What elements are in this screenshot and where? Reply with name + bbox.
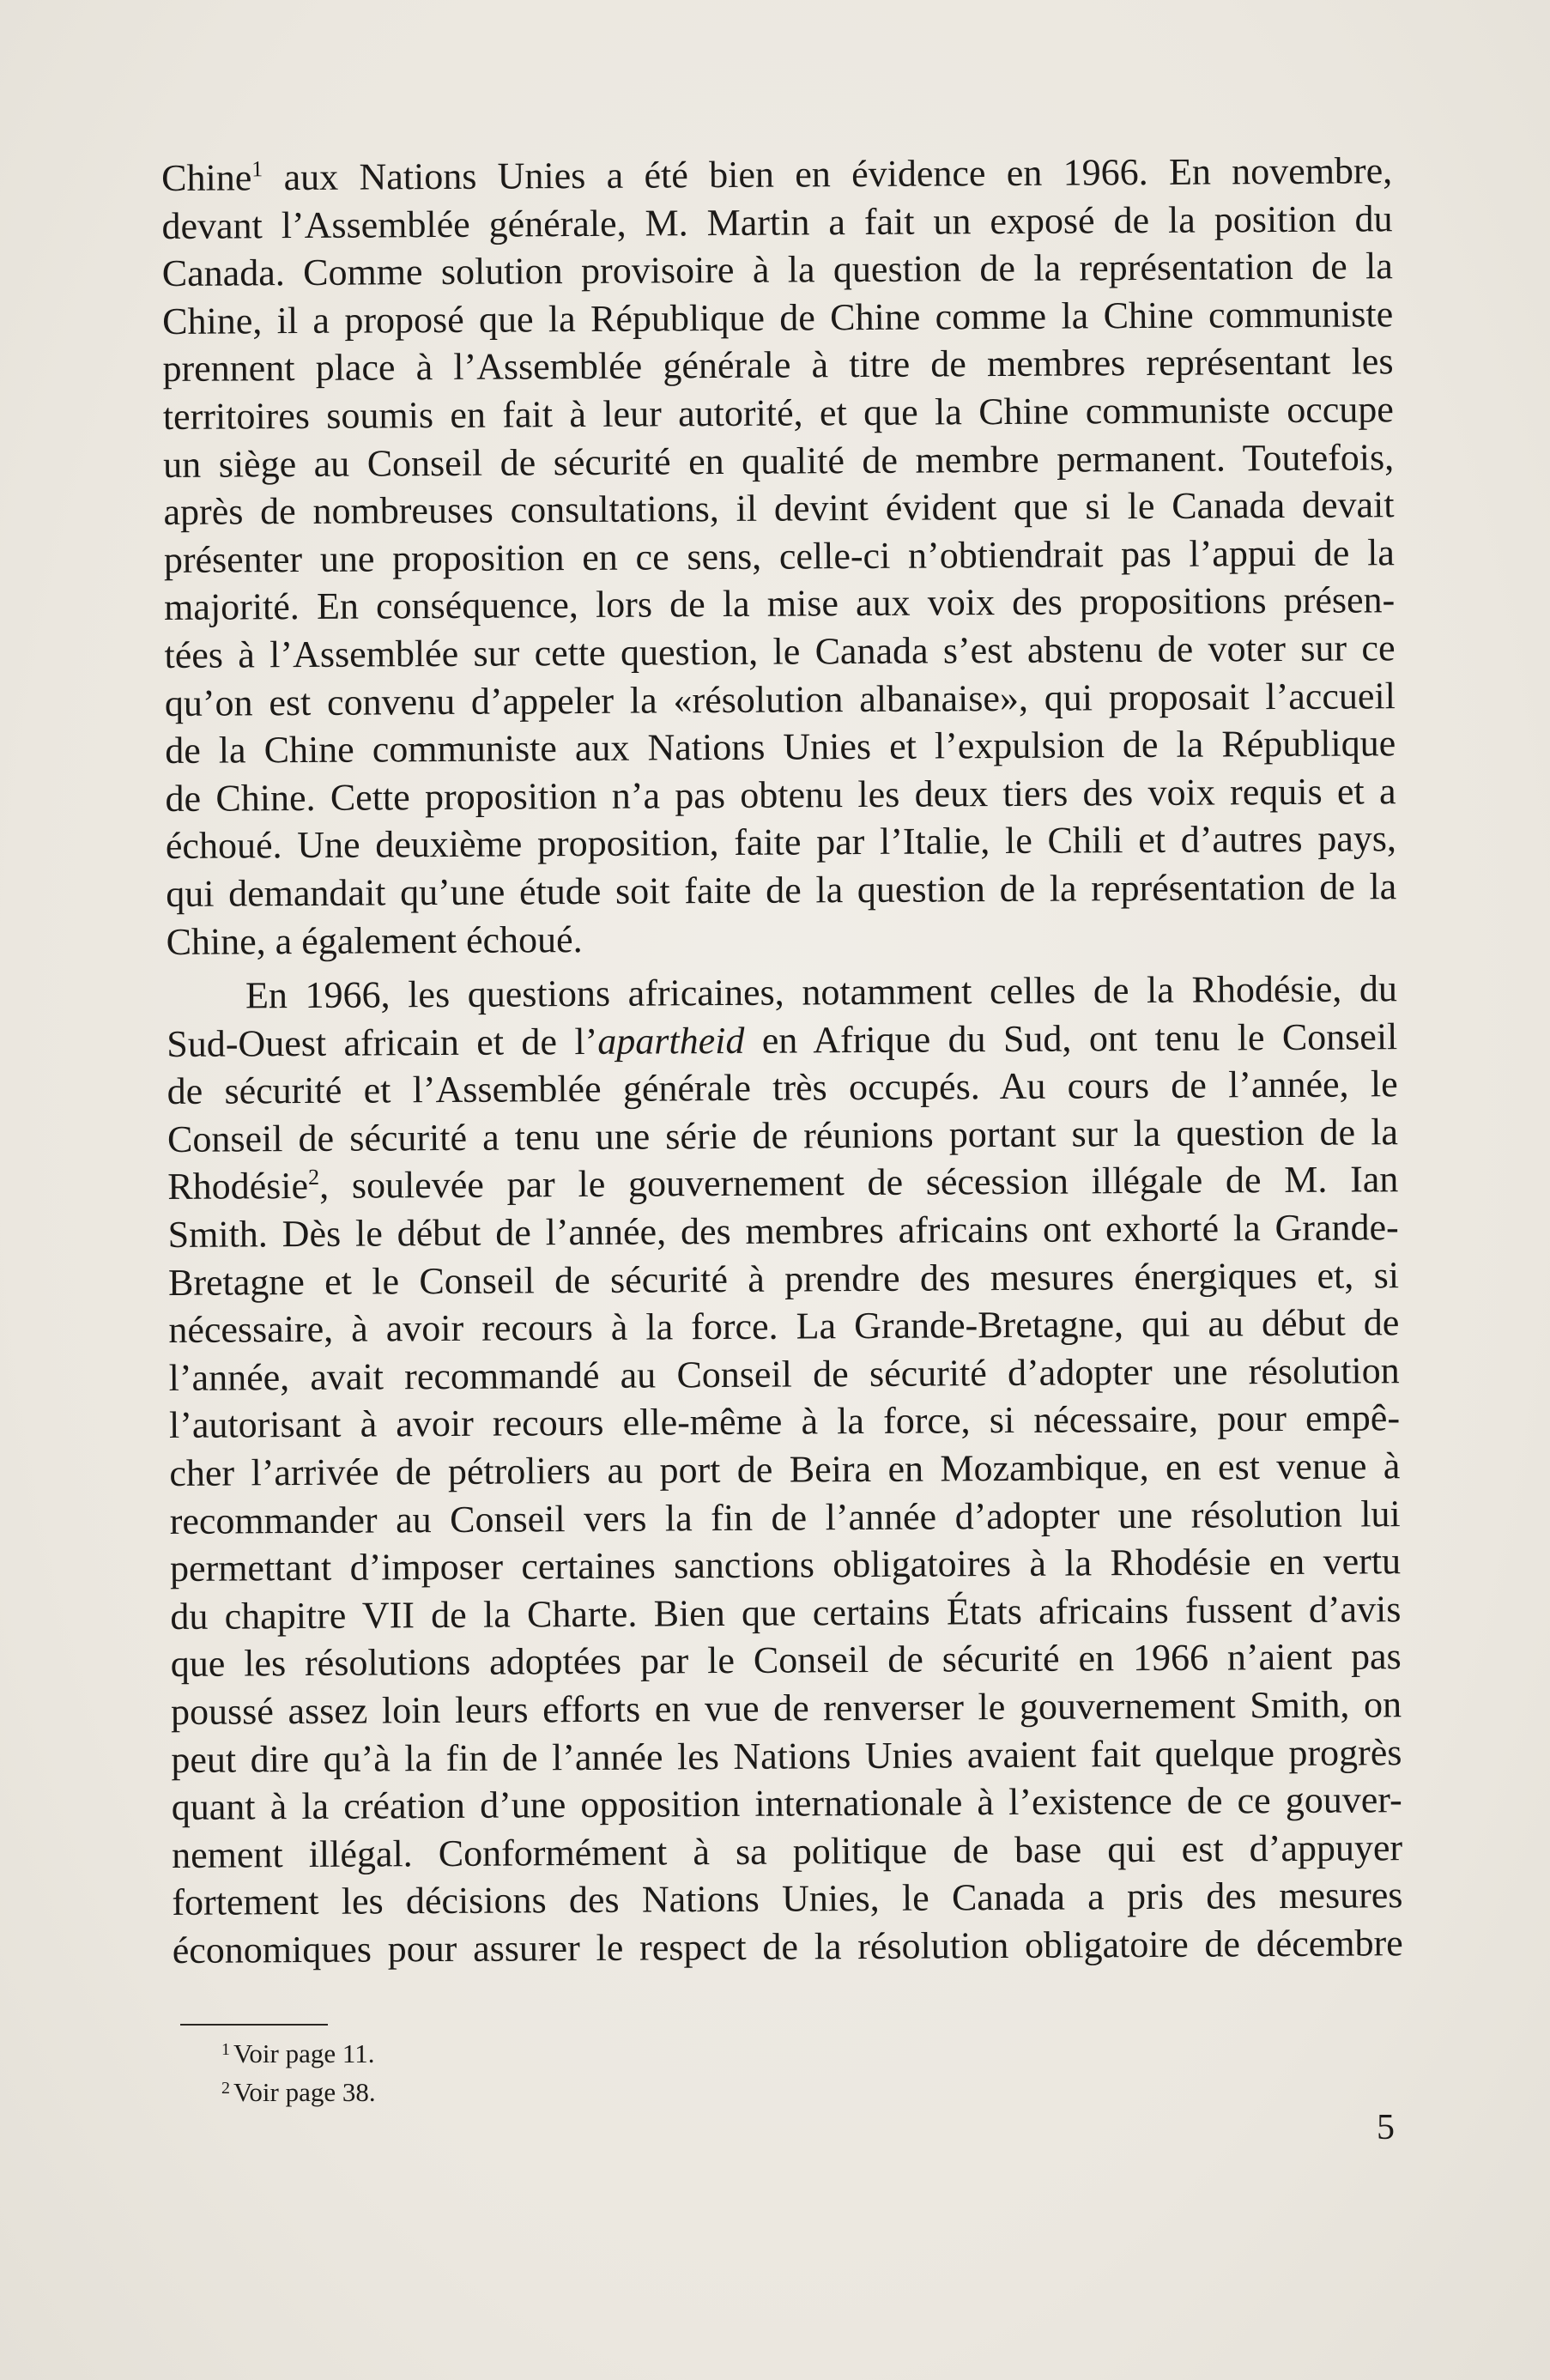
text-line: de Chine. Cette proposition n’a pas obtenu les deux tiers des voix requis et a <box>165 769 1396 820</box>
text-line: cher l’arrivée de pétroliers au port de Beira en Mozambique, en est venue à <box>169 1444 1401 1495</box>
text-line: prennent place à l’Assemblée générale à titre de membres représentant les <box>162 340 1394 391</box>
text-line: de sécurité et l’Assemblée générale très occupés. Au cours de l’année, le <box>167 1063 1398 1113</box>
footnote-2 <box>221 2071 376 2110</box>
footnote-ref-2: 2 <box>307 1165 320 1190</box>
text-line: que les résolutions adoptées par le Conseil de sécurité en 1966 n’aient pas <box>170 1635 1402 1686</box>
page-number: 5 <box>1377 2108 1395 2147</box>
text-line: Sud-Ouest africain et de l’apartheid en Afrique du Sud, ont tenu le Conseil <box>167 1014 1398 1065</box>
text-line: Chine$^1$ aux Nations Unies a été bien en évidence en 1966. En novembre, <box>161 149 1393 199</box>
footnote-1 <box>221 2032 376 2071</box>
body-text <box>161 149 1403 1975</box>
footnote-number: 1 <box>221 2040 230 2059</box>
italic-term: apartheid <box>597 1019 745 1063</box>
text-line: nement illégal. Conformément à sa politique de base qui est d’appuyer <box>171 1826 1403 1876</box>
text-line: qu’on est convenu d’appeler la «résolution albanaise», qui proposait l’accueil <box>164 674 1396 724</box>
text-line: l’année, avait recommandé au Conseil de sécurité d’adopter une résolution <box>168 1349 1400 1399</box>
text-line: Chine, il a proposé que la République de Chine comme la Chine communiste <box>162 293 1394 342</box>
text-line: échoué. Une deuxième proposition, faite par l’Italie, le Chili et d’autres pays, <box>165 817 1397 868</box>
text-line: majorité. En conséquence, lors de la mise aux voix des propositions présen- <box>164 578 1396 629</box>
text-line: quant à la création d’une opposition internationale à l’existence de ce gouver- <box>171 1778 1402 1829</box>
text-line: Canada. Comme solution provisoire à la question de la représentation de la <box>161 245 1393 295</box>
text-line: nécessaire, à avoir recours à la force. La Grande-Bretagne, qui au début de <box>168 1301 1400 1352</box>
text-line: territoires soumis en fait à leur autorité, et que la Chine communiste occupe <box>162 388 1394 438</box>
text-line: devant l’Assemblée générale, M. Martin a fait un exposé de la position du <box>161 197 1393 247</box>
text-line: Conseil de sécurité a tenu une série de réunions portant sur la question de la <box>167 1111 1399 1160</box>
text-line: l’autorisant à avoir recours elle-même à la force, si nécessaire, pour empê- <box>168 1396 1401 1447</box>
footnote-number: 2 <box>221 2079 230 2098</box>
text-line: peut dire qu’à la fin de l’année les Nations Unies avaient fait quelque progrès <box>171 1730 1402 1781</box>
text-line: présenter une proposition en ce sens, celle-ci n’obtiendrait pas l’appui de la <box>163 530 1396 581</box>
footnote-text: Voir page 11. <box>233 2038 375 2068</box>
text-line: qui demandait qu’une étude soit faite de la question de la représentation de la <box>166 865 1397 915</box>
paragraph-1 <box>161 147 1403 1974</box>
text-line: tées à l’Assemblée sur cette question, le Canada s’est abstenu de voter sur ce <box>164 627 1396 676</box>
text-line: Smith. Dès le début de l’année, des membres africains ont exhorté la Grande- <box>167 1206 1399 1257</box>
text-line: Rhodésie$^2$, soulevée par le gouvernement de sécession illégale de M. Ian <box>167 1158 1399 1208</box>
text-line: de la Chine communiste aux Nations Unies et l’expulsion de la République <box>165 722 1396 772</box>
text-line: Bretagne et le Conseil de sécurité à prendre des mesures énergiques et, si <box>167 1253 1400 1304</box>
text-line: poussé assez loin leurs efforts en vue de renverser le gouvernement Smith, on <box>170 1683 1402 1733</box>
text-line: un siège au Conseil de sécurité en qualité de membre permanent. Toutefois, <box>163 435 1395 486</box>
text-line: après de nombreuses consultations, il devint évident que si le Canada devait <box>163 483 1395 534</box>
text-line: économiques pour assurer le respect de la résolution obligatoire de décembre <box>172 1922 1403 1971</box>
footnote-ref-1: 1 <box>251 156 263 182</box>
footnote-text: Voir page 38. <box>233 2077 376 2107</box>
text-line: permettant d’imposer certaines sanctions obligatoires à la Rhodésie en vertu <box>169 1540 1402 1590</box>
text-line: Chine, a également échoué. <box>166 917 583 963</box>
footnote-divider <box>180 2024 328 2026</box>
text-line: recommander au Conseil vers la fin de l’année d’adopter une résolution lui <box>169 1492 1401 1542</box>
footnotes <box>221 2032 376 2110</box>
text-line: En 1966, les questions africaines, notamment celles de la Rhodésie, du <box>245 967 1398 1017</box>
text-line: fortement les décisions des Nations Unies, le Canada a pris des mesures <box>172 1874 1403 1924</box>
text-line: du chapitre VII de la Charte. Bien que certains États africains fussent d’avis <box>170 1588 1402 1638</box>
